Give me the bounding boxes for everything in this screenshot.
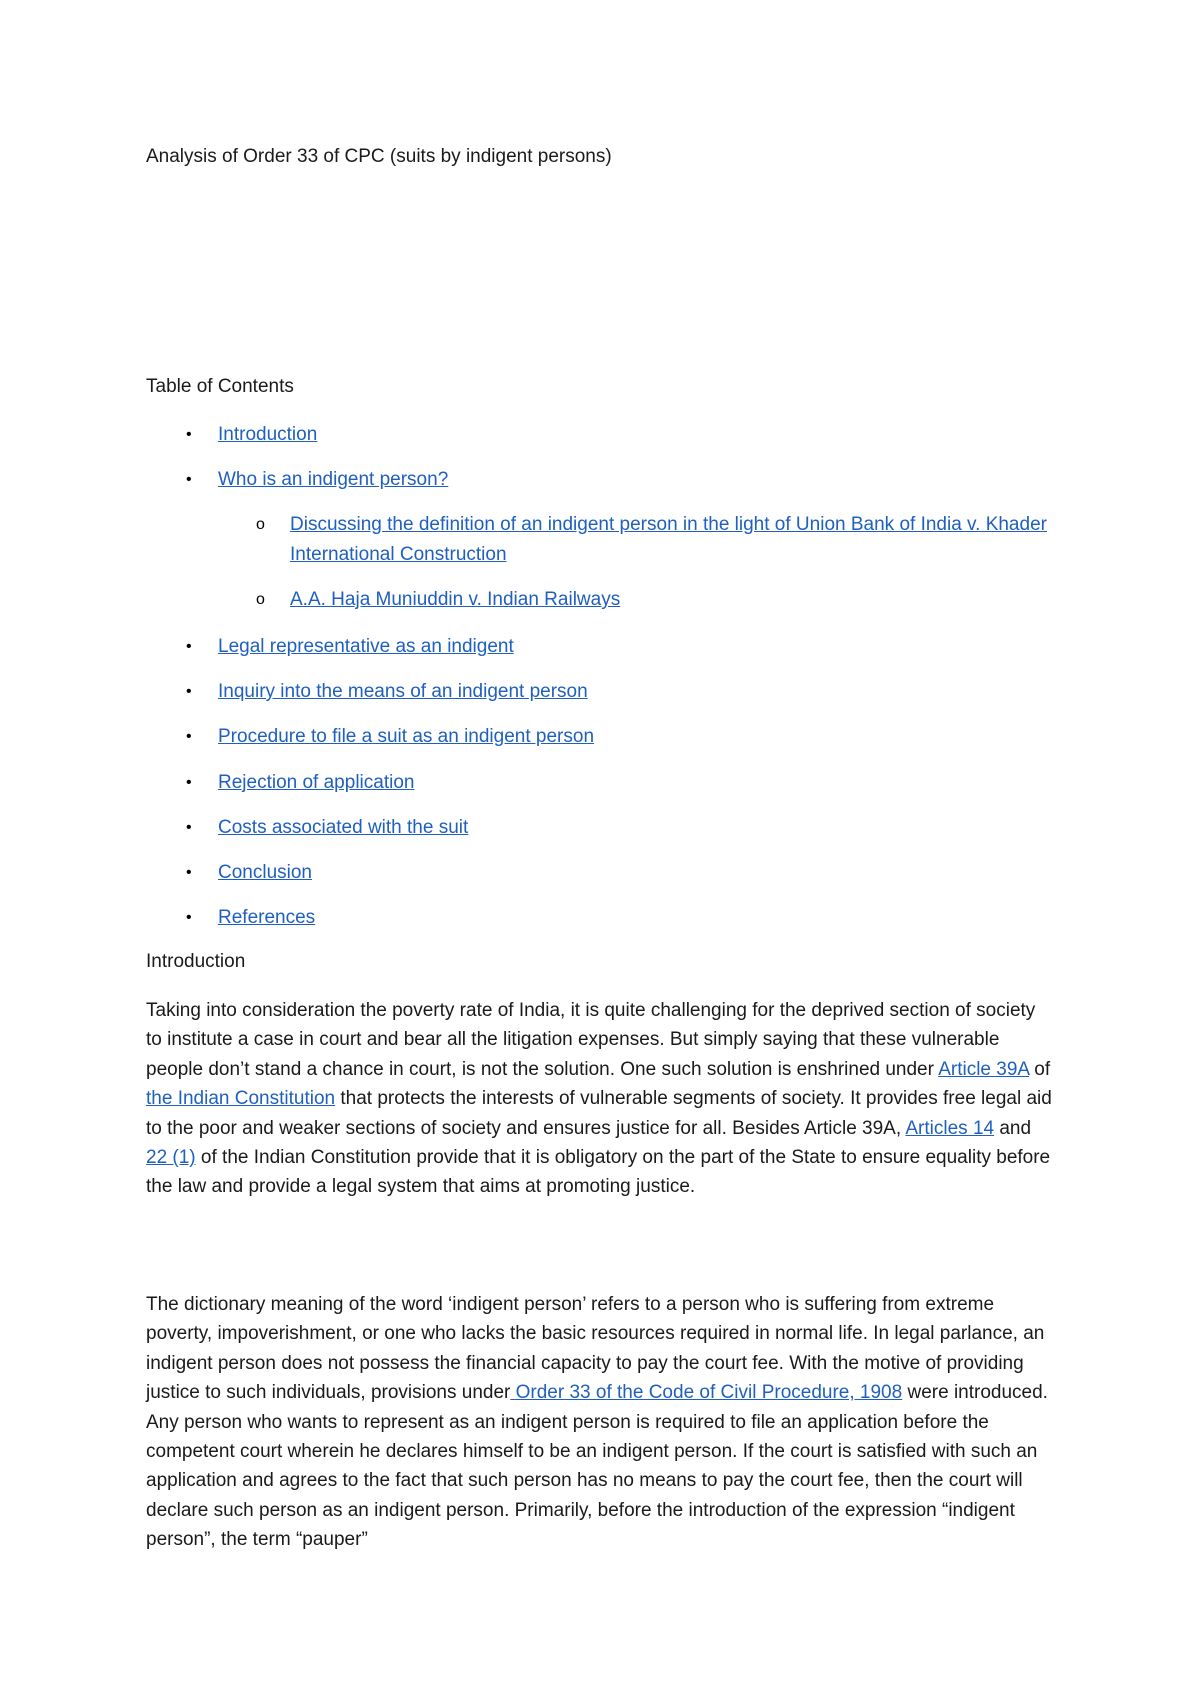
paragraph-text: and	[994, 1117, 1032, 1139]
paragraph-text: that protects the interests of vulnerable segments of society. It provides free legal aid to the poor and weaker sections of society and ensures justice for all. Besides Article 39A,	[146, 1088, 1052, 1139]
bullet-icon: •	[186, 638, 192, 655]
introduction-paragraph-2	[146, 1290, 1052, 1555]
indian-constitution-link[interactable]: the Indian Constitution	[146, 1088, 336, 1110]
article-22-1-link[interactable]: 22 (1)	[146, 1147, 196, 1169]
bullet-icon: •	[186, 909, 192, 926]
toc-link-inquiry-into-means[interactable]: Inquiry into the means of an indigent person	[218, 681, 588, 702]
toc-link-introduction[interactable]: Introduction	[218, 424, 318, 445]
paragraph-text: of the Indian Constitution provide that it is obligatory on the part of the State to ensure equality before the law and provide a legal system that aims at promoting justice.	[146, 1147, 1051, 1198]
paragraph-text: The dictionary meaning of the word ‘indigent person’ refers to a person who is suffering from extreme poverty, impoverishment, or one who lacks the basic resources required in normal life. In legal parlance, an indigent person does not possess the financial capacity to pay the court fee. With the motive of providing justice to such individuals, provisions under	[146, 1294, 1045, 1404]
toc-link-union-bank-case[interactable]: Discussing the definition of an indigent person in the light of Union Bank of India v. Khader International Construction	[290, 514, 1047, 565]
bullet-icon: •	[186, 728, 192, 745]
toc-link-rejection[interactable]: Rejection of application	[218, 772, 415, 793]
bullet-icon: •	[186, 683, 192, 700]
toc-link-who-is-indigent[interactable]: Who is an indigent person?	[218, 469, 449, 490]
article-39a-link[interactable]: Article 39A	[938, 1058, 1030, 1080]
sub-bullet-icon: o	[256, 591, 265, 608]
paragraph-text: of	[1029, 1058, 1051, 1080]
bullet-icon: •	[186, 471, 192, 488]
toc-link-costs[interactable]: Costs associated with the suit	[218, 817, 469, 838]
sub-bullet-icon: o	[256, 516, 265, 533]
toc-link-conclusion[interactable]: Conclusion	[218, 862, 312, 883]
introduction-heading: Introduction	[146, 951, 246, 972]
paragraph-text: Taking into consideration the poverty rate of India, it is quite challenging for the deprived section of society to institute a case in court and bear all the litigation expenses. But simply saying that these vulnerable people don’t stand a chance in court, is not the solution. One such solution is enshrined under	[146, 1000, 1036, 1080]
bullet-icon: •	[186, 774, 192, 791]
toc-link-procedure-to-file[interactable]: Procedure to file a suit as an indigent person	[218, 726, 595, 747]
document-title: Analysis of Order 33 of CPC (suits by indigent persons)	[146, 146, 612, 167]
bullet-icon: •	[186, 426, 192, 443]
bullet-icon: •	[186, 819, 192, 836]
introduction-paragraph-1	[146, 996, 1052, 1202]
paragraph-text: were introduced. Any person who wants to represent as an indigent person is required to file an application before the competent court wherein he declares himself to be an indigent person. If the court is satisfied with such an application and agrees to the fact that such person has no means to pay the court fee, then the court will declare such person as an indigent person. Primarily, before the introduction of the expression “indigent person”, the term “pauper”	[146, 1382, 1048, 1551]
order-33-cpc-link[interactable]: Order 33 of the Code of Civil Procedure, 1908	[510, 1382, 903, 1404]
toc-link-haja-muniuddin-case[interactable]: A.A. Haja Muniuddin v. Indian Railways	[290, 589, 621, 610]
toc-link-references[interactable]: References	[218, 907, 316, 928]
toc-link-legal-representative[interactable]: Legal representative as an indigent	[218, 636, 514, 657]
bullet-icon: •	[186, 864, 192, 881]
toc-heading: Table of Contents	[146, 376, 294, 397]
articles-14-link[interactable]: Articles 14	[905, 1117, 995, 1139]
